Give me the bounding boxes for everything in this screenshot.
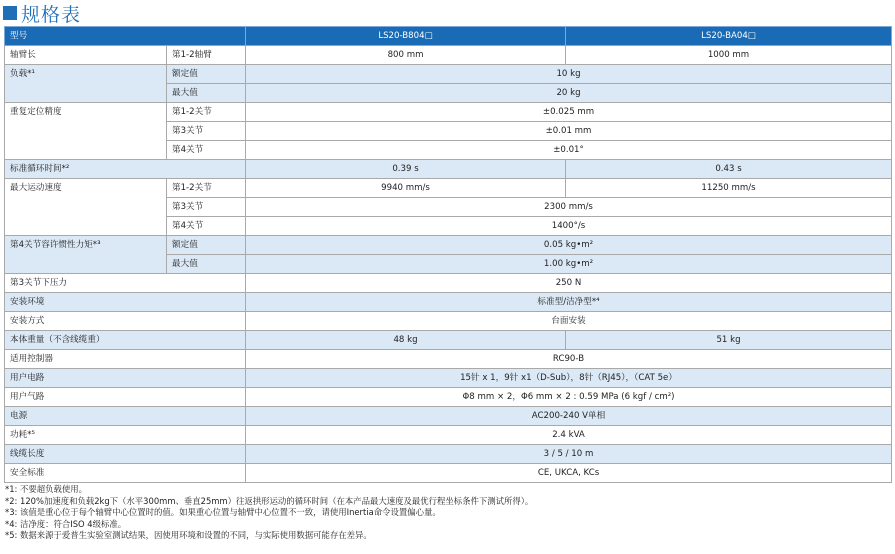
- cell-value: 51 kg: [566, 331, 892, 350]
- row-sublabel: 第1-2关节: [167, 103, 246, 122]
- row-sublabel: 第4关节: [167, 217, 246, 236]
- row-sublabel: 最大值: [167, 255, 246, 274]
- row-sublabel: 第1-2轴臂: [167, 46, 246, 65]
- footnote-2: *2: 120%加速度和负载2kg下（水平300mm、垂直25mm）往返拱形运动的循环时间（在本产品最大速度及最优行程坐标条件下测试所得）。: [5, 495, 534, 506]
- cell-value: 0.39 s: [246, 160, 566, 179]
- table-row: [5, 445, 892, 464]
- cell-value: Φ8 mm × 2，Φ6 mm × 2 : 0.59 MPa (6 kgf / cm²): [246, 388, 892, 407]
- row-label: 电源: [5, 407, 246, 426]
- table-row: [5, 350, 892, 369]
- row-label: 第3关节下压力: [5, 274, 246, 293]
- table-row: [5, 160, 892, 179]
- cell-value: 1400°/s: [246, 217, 892, 236]
- table-row: [5, 312, 892, 331]
- row-label: 线缆长度: [5, 445, 246, 464]
- table-row: [5, 65, 892, 84]
- cell-value: 3 / 5 / 10 m: [246, 445, 892, 464]
- table-row: [5, 369, 892, 388]
- cell-value: ±0.025 mm: [246, 103, 892, 122]
- table-row: [5, 103, 892, 122]
- row-label: 轴臂长: [5, 46, 167, 65]
- header-label: 型号: [5, 27, 246, 46]
- footnote-4: *4: 洁净度：符合ISO 4级标准。: [5, 518, 127, 529]
- cell-value: 48 kg: [246, 331, 566, 350]
- cell-value: 15针 x 1，9针 x1（D-Sub），8针（RJ45），（CAT 5e）: [246, 369, 892, 388]
- header-row: [5, 27, 892, 46]
- table-row: [5, 426, 892, 445]
- row-label: 第4关节容许惯性力矩*³: [5, 236, 167, 274]
- cell-value: 10 kg: [246, 65, 892, 84]
- row-label: 功耗*⁵: [5, 426, 246, 445]
- row-label: 安装环境: [5, 293, 246, 312]
- footnote-5: *5: 数据来源于爱普生实验室测试结果，因使用环境和设置的不同，与实际使用数据可能存在差异。: [5, 530, 372, 541]
- row-sublabel: 最大值: [167, 84, 246, 103]
- row-sublabel: 第3关节: [167, 122, 246, 141]
- table-row: [5, 293, 892, 312]
- cell-value: AC200-240 V单相: [246, 407, 892, 426]
- table-row: [5, 236, 892, 255]
- row-label: 重复定位精度: [5, 103, 167, 160]
- cell-value: 20 kg: [246, 84, 892, 103]
- cell-value: 250 N: [246, 274, 892, 293]
- cell-value: RC90-B: [246, 350, 892, 369]
- row-sublabel: 第3关节: [167, 198, 246, 217]
- cell-value: 1.00 kg•m²: [246, 255, 892, 274]
- title-text: 规格表: [21, 3, 82, 26]
- cell-value: 2300 mm/s: [246, 198, 892, 217]
- table-row: [5, 46, 892, 65]
- cell-value: 0.43 s: [566, 160, 892, 179]
- row-label: 安装方式: [5, 312, 246, 331]
- cell-value: 1000 mm: [566, 46, 892, 65]
- cell-value: 台面安装: [246, 312, 892, 331]
- row-label: 安全标准: [5, 464, 246, 483]
- table-row: [5, 331, 892, 350]
- cell-value: CE, UKCA, KCs: [246, 464, 892, 483]
- row-label: 最大运动速度: [5, 179, 167, 236]
- row-label: 负载*¹: [5, 65, 167, 103]
- row-label: 适用控制器: [5, 350, 246, 369]
- row-sublabel: 额定值: [167, 65, 246, 84]
- cell-value: 0.05 kg•m²: [246, 236, 892, 255]
- cell-value: ±0.01 mm: [246, 122, 892, 141]
- footnotes: [5, 484, 533, 542]
- row-label: 用户电路: [5, 369, 246, 388]
- row-label: 标准循环时间*²: [5, 160, 246, 179]
- header-model-1: LS20-B804□: [246, 27, 566, 46]
- title-square-icon: [3, 6, 17, 20]
- footnote-1: *1: 不要超负载使用。: [5, 484, 87, 494]
- header-model-2: LS20-BA04□: [566, 27, 892, 46]
- row-sublabel: 额定值: [167, 236, 246, 255]
- spec-title: [3, 1, 81, 25]
- cell-value: ±0.01°: [246, 141, 892, 160]
- cell-value: 标准型/洁净型*⁴: [246, 293, 892, 312]
- table-row: [5, 464, 892, 483]
- cell-value: 2.4 kVA: [246, 426, 892, 445]
- table-row: [5, 274, 892, 293]
- cell-value: 11250 mm/s: [566, 179, 892, 198]
- cell-value: 800 mm: [246, 46, 566, 65]
- row-label: 用户气路: [5, 388, 246, 407]
- row-sublabel: 第4关节: [167, 141, 246, 160]
- row-sublabel: 第1-2关节: [167, 179, 246, 198]
- table-row: [5, 388, 892, 407]
- cell-value: 9940 mm/s: [246, 179, 566, 198]
- footnote-3: *3: 该值是重心位于每个轴臂中心位置时的值。如果重心位置与轴臂中心位置不一致，请使用Inertia命令设置偏心量。: [5, 507, 441, 518]
- spec-table: [4, 26, 892, 483]
- row-label: 本体重量（不含线缆重）: [5, 331, 246, 350]
- table-row: [5, 179, 892, 198]
- table-row: [5, 407, 892, 426]
